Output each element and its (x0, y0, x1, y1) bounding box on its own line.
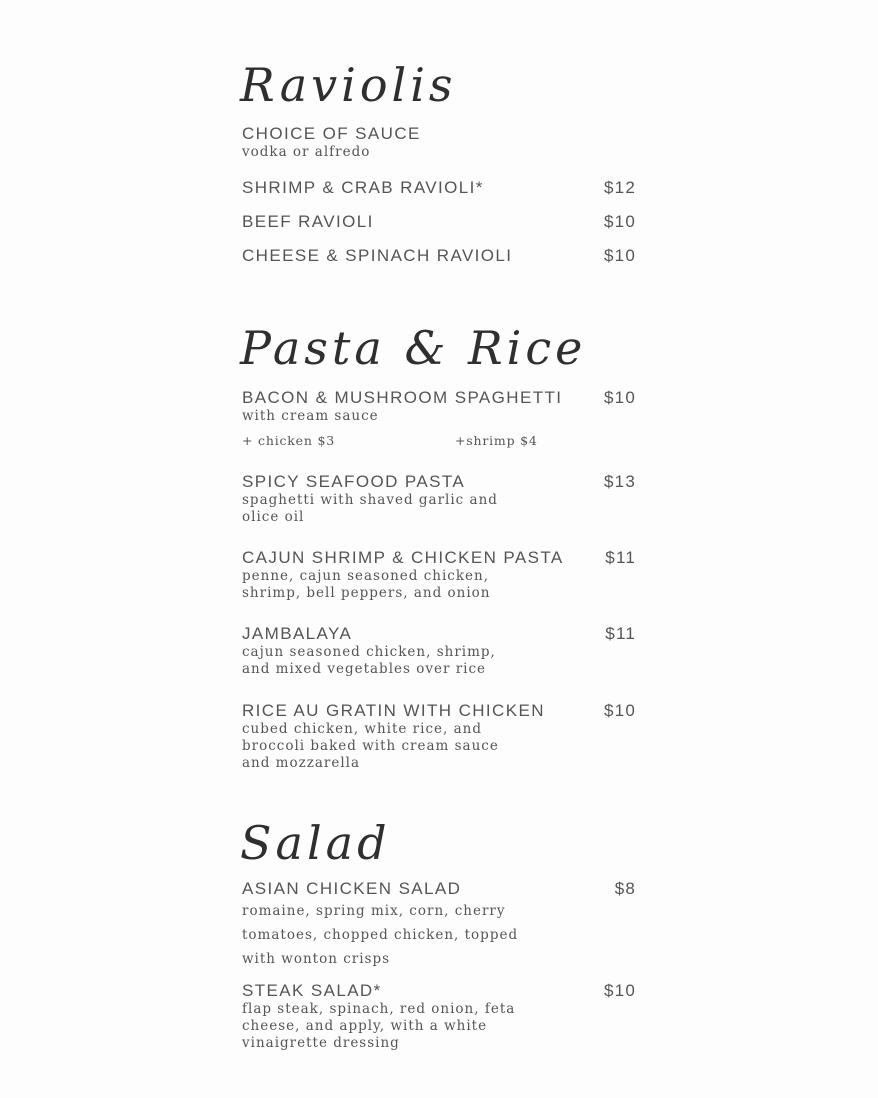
item-price: $13 (604, 472, 636, 491)
item-desc: with wonton crisps (242, 951, 391, 967)
item-desc: broccoli baked with cream sauce (242, 738, 499, 754)
item-desc: romaine, spring mix, corn, cherry (242, 903, 506, 919)
item-price: $12 (604, 178, 636, 197)
item-desc: flap steak, spinach, red onion, feta (242, 1001, 516, 1017)
item-desc: tomatoes, chopped chicken, topped (242, 927, 519, 943)
menu-item (242, 624, 642, 678)
item-name: BACON & MUSHROOM SPAGHETTI (242, 388, 563, 407)
section-title-raviolis: Raviolis (240, 58, 457, 112)
item-desc: penne, cajun seasoned chicken, (242, 568, 489, 584)
menu-item (242, 246, 642, 266)
item-name: SPICY SEAFOOD PASTA (242, 472, 466, 491)
item-name: ASIAN CHICKEN SALAD (242, 879, 462, 898)
item-desc: vinaigrette dressing (242, 1035, 400, 1051)
item-price: $10 (604, 388, 636, 407)
item-name: JAMBALAYA (242, 624, 353, 643)
sauce-choice-desc: vodka or alfredo (242, 144, 371, 160)
item-name: STEAK SALAD* (242, 981, 382, 1000)
item-desc: and mixed vegetables over rice (242, 661, 487, 677)
item-price: $11 (605, 624, 636, 643)
menu-item (242, 178, 642, 198)
menu-item (242, 981, 642, 1052)
item-desc: olice oil (242, 509, 305, 525)
addon-shrimp: +shrimp $4 (455, 433, 538, 448)
section-title-salad: Salad (240, 816, 391, 870)
item-desc: and mozzarella (242, 755, 361, 771)
item-desc: with cream sauce (242, 408, 379, 424)
item-name: CAJUN SHRIMP & CHICKEN PASTA (242, 548, 564, 567)
menu-item (242, 212, 642, 232)
item-desc: shrimp, bell peppers, and onion (242, 585, 491, 601)
item-name: RICE AU GRATIN WITH CHICKEN (242, 701, 545, 720)
item-name: BEEF RAVIOLI (242, 212, 374, 231)
item-desc: cubed chicken, white rice, and (242, 721, 482, 737)
item-price: $10 (604, 212, 636, 231)
menu-item (242, 701, 642, 772)
menu-item (242, 388, 642, 425)
item-desc: cheese, and apply, with a white (242, 1018, 488, 1034)
item-desc: spaghetti with shaved garlic and (242, 492, 498, 508)
sauce-choice-label: CHOICE OF SAUCE (242, 124, 421, 143)
addon-chicken: + chicken $3 (242, 433, 335, 448)
item-price: $11 (605, 548, 636, 567)
item-price: $10 (604, 246, 636, 265)
item-name: SHRIMP & CRAB RAVIOLI* (242, 178, 484, 197)
sauce-choice (242, 124, 642, 161)
item-price: $10 (604, 981, 636, 1000)
menu-item (242, 879, 642, 971)
menu-item (242, 472, 642, 526)
item-desc: cajun seasoned chicken, shrimp, (242, 644, 496, 660)
section-title-pasta-rice: Pasta & Rice (240, 321, 587, 375)
item-name: CHEESE & SPINACH RAVIOLI (242, 246, 513, 265)
item-price: $8 (614, 879, 636, 898)
item-price: $10 (604, 701, 636, 720)
menu-item (242, 548, 642, 602)
